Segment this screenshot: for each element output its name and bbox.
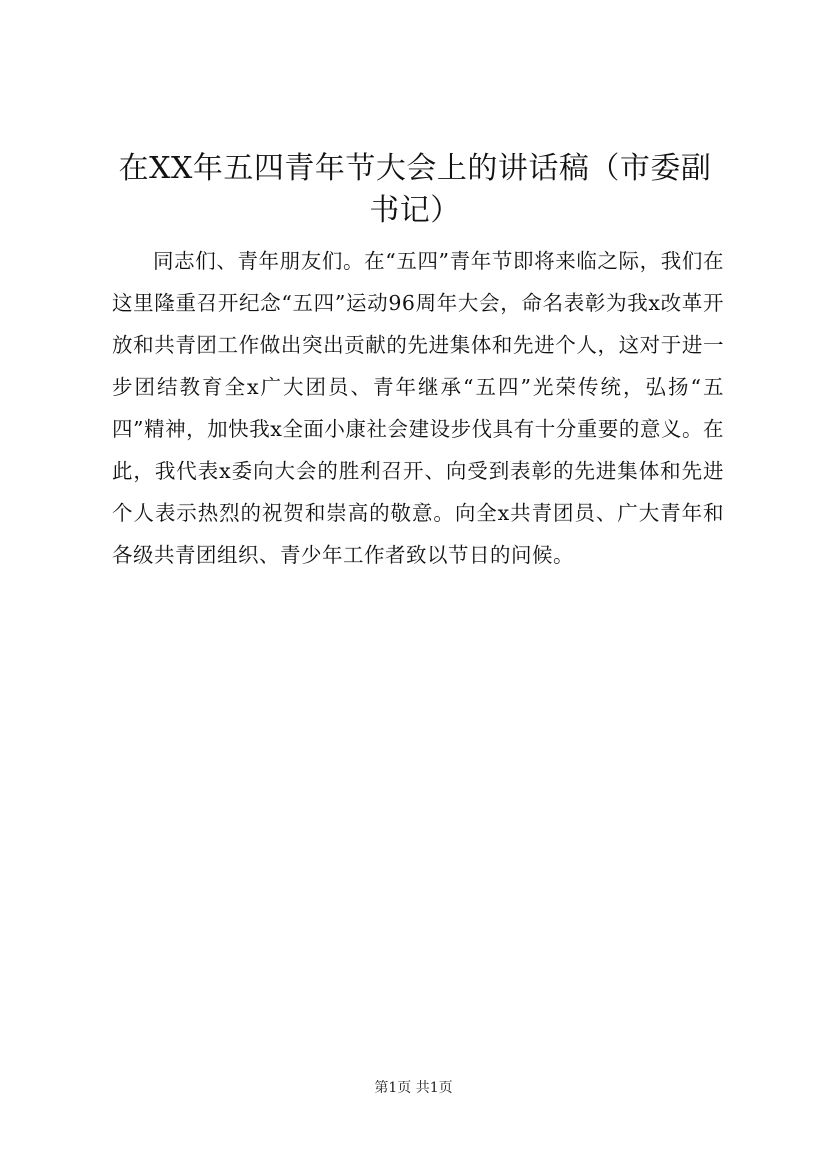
document-title: 在XX年五四青年节大会上的讲话稿（市委副书记） — [118, 151, 712, 228]
page-number-footer: 第1页 共1页 — [374, 1080, 453, 1096]
document-body-paragraph: 同志们、青年朋友们。在“五四”青年节即将来临之际，我们在这里隆重召开纪念“五四”运动96周年大会，命名表彰为我x改革开放和共青团工作做出突出贡献的先进集体和先进个人，这对于进一步团结教育全x广大团员、青年继承“五四”光荣传统，弘扬“五四”精神，加快我x全面小康社会建设步伐具有十分重要的意义。在此，我代表x委向大会的胜利召开、向受到表彰的先进集体和先进个人表示热烈的祝贺和崇高的敬意。向全x共青团员、广大青年和各级共青团组织、青少年工作者致以节日的问候。 — [112, 249, 724, 567]
